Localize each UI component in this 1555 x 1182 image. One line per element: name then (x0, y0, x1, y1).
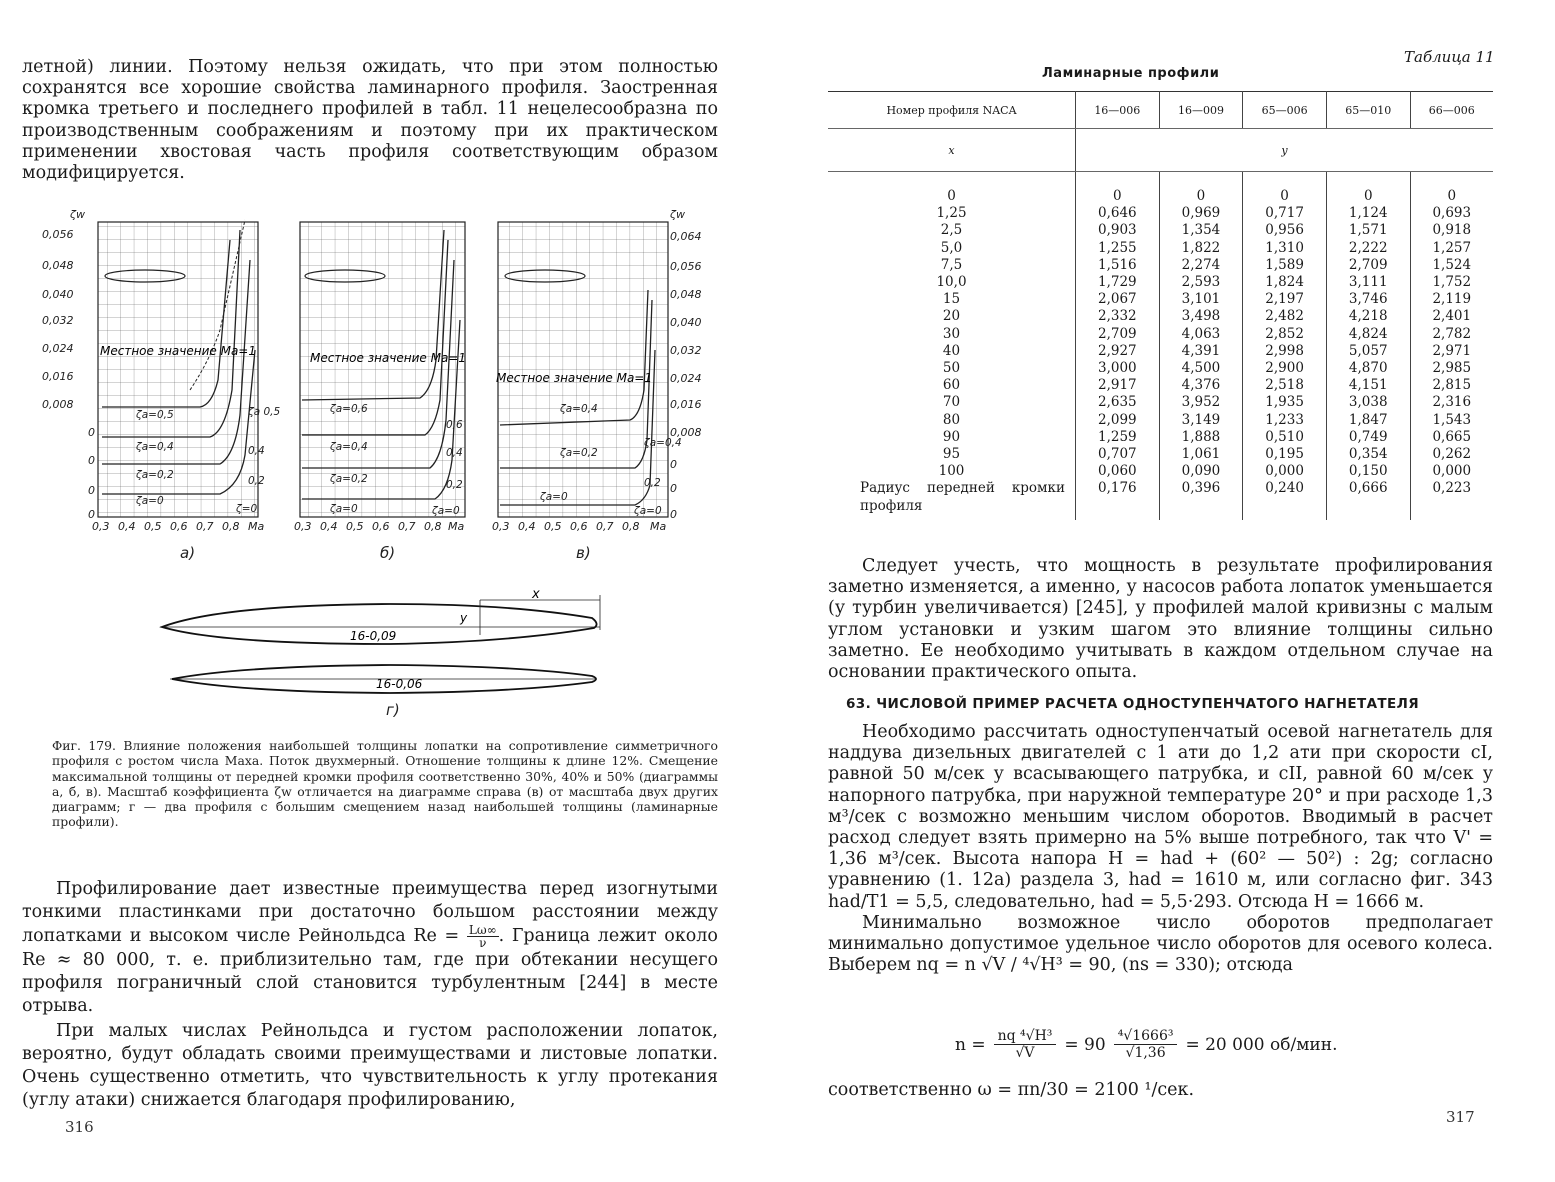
table-cell: 3,149 (1181, 411, 1221, 428)
x-value: 20 (942, 308, 961, 325)
table-cell: 0 (1113, 188, 1122, 204)
svg-text:0,6: 0,6 (372, 520, 390, 533)
top-paragraph: летной) линии. Поэтому нельзя ожидать, что при этом полностью сохранятся все хорошие свойства ламинарного профиля. Заостренная кромка третьего и последнего профилей в табл. 11 нецелесообразна по производственным соображениям и поэтому при их практическом применении хвостовая часть профиля соответствующим образом модифицируется. (22, 57, 718, 184)
table-cell: 2,099 (1097, 411, 1137, 428)
svg-text:0,032: 0,032 (670, 344, 702, 357)
table-cell: 0,956 (1265, 222, 1304, 239)
table-cell: 1,255 (1097, 239, 1137, 256)
svg-text:ζw: ζw (70, 208, 85, 221)
svg-text:Ma: Ma (248, 520, 265, 533)
table-cell: 0,150 (1348, 463, 1388, 480)
svg-text:0,6: 0,6 (170, 520, 188, 533)
table-cell: 4,824 (1348, 325, 1388, 342)
table-cell: 4,063 (1181, 325, 1221, 342)
profile-label-2: 16-0,06 (376, 677, 423, 691)
header-naca: Номер профиля NACA (828, 92, 1076, 129)
header-profile-1: 16—006 (1076, 92, 1160, 129)
svg-text:ζa=0,4: ζa=0,4 (644, 437, 682, 449)
header-profile-3: 65—006 (1243, 92, 1327, 129)
table-cell: 0,090 (1181, 463, 1221, 480)
table-cell: 2,593 (1181, 274, 1221, 291)
table-cell: 2,815 (1432, 377, 1472, 394)
svg-text:0,6: 0,6 (446, 419, 463, 431)
paragraph-effect: Следует учесть, что мощность в результате профилирования заметно изменяется, а именно, у насосов работа лопаток уменьшается (у турбин увеличивается) [245], у профилей малой кривизны с малым углом установки и узким шагом это влияние толщины сильно заметно. Ее необходимо учитывать в каждом отдельном случае на основании практического опыта. (828, 556, 1493, 683)
panel-b (300, 222, 466, 517)
page-number-left: 316 (65, 1118, 94, 1136)
header-profile-2: 16—009 (1159, 92, 1243, 129)
svg-text:0,5: 0,5 (144, 520, 162, 533)
table-cell: 0,717 (1265, 205, 1304, 222)
col-66-006: 0 0,693 0,918 1,257 1,524 1,752 2,119 2,401 2,782 2,971 2,985 2,815 2,316 1,543 0,665 0,262 0,000 0,223 (1410, 172, 1493, 520)
svg-text:0,7: 0,7 (596, 520, 614, 533)
svg-text:ζa=0: ζa=0 (432, 505, 460, 517)
svg-text:0,040: 0,040 (42, 288, 74, 301)
svg-text:0,8: 0,8 (424, 520, 442, 533)
dim-x: x (532, 587, 540, 602)
left-page (0, 0, 770, 1182)
svg-text:0,024: 0,024 (670, 372, 702, 385)
annotation-a: Местное значение Ma=1 (100, 344, 256, 358)
table-cell: 2,927 (1097, 342, 1137, 359)
svg-text:0,024: 0,024 (42, 342, 74, 355)
svg-text:ζa=0,6: ζa=0,6 (330, 403, 368, 415)
svg-text:0,4: 0,4 (248, 445, 265, 457)
svg-text:0,056: 0,056 (42, 228, 74, 241)
paragraph-2: Профилирование дает известные преимущества перед изогнутыми тонкими пластинками при достаточно большом расстоянии между лопатками и высоком числе Рейнольдса Re = $\frac{L\omega\infty}{\nu}$ . Граница лежит около Re ≈ 80 000, т. е. приблизительно там, где при обтекании несущего профиля пограничный слой становится турбулентным [244] в месте отрыва. При малых числах Рейнольдса и густом расположении лопаток, вероятно, будут обладать своими преимуществами и листовые лопатки. Очень существенно отметить, что чувствительность к углу протекания (углу атаки) снижается благодаря профилированию, (22, 879, 718, 1110)
table-cell: 0,000 (1265, 463, 1304, 480)
svg-text:0,7: 0,7 (196, 520, 214, 533)
figure-caption: Фиг. 179. Влияние положения наибольшей толщины лопатки на сопротивление симметричного профиля с ростом числа Маха. Поток двухмерный. Отношение толщины к длине 12%. Смещение максимальной толщины от передней кромки профиля соответственно 30%, 40% и 50% (диаграммы а, б, в). Масштаб коэффициента ζw отличается на диаграмме справа (в) от масштаба двух других диаграмм; г — два профиля с большим смещением назад наибольшей толщины (ламинарные профили). (52, 738, 718, 830)
x-label: x (828, 129, 1076, 172)
x-value: 100 (938, 463, 965, 480)
svg-text:0,2: 0,2 (644, 477, 661, 489)
table-title: Ламинарные профили (1042, 66, 1220, 81)
svg-text:0,5: 0,5 (346, 520, 364, 533)
table-cell: 4,870 (1348, 360, 1388, 377)
table-cell: 3,498 (1181, 308, 1221, 325)
annotation-b: Местное значение Ma=1 (310, 351, 466, 365)
svg-text:ζa=0,2: ζa=0,2 (136, 469, 174, 481)
table-cell: 2,709 (1348, 256, 1388, 273)
y-label: y (1076, 129, 1494, 172)
annotation-c: Местное значение Ma=1 (496, 371, 652, 385)
panel-label-d: г) (386, 701, 400, 719)
table-cell: 5,057 (1348, 342, 1388, 359)
table-cell: 2,274 (1181, 256, 1221, 273)
table-cell: 0,693 (1432, 205, 1472, 222)
svg-text:ζa=0: ζa=0 (330, 503, 358, 515)
x-value: 70 (942, 394, 961, 411)
table-cell: 3,000 (1097, 360, 1137, 377)
table-cell: 3,111 (1348, 274, 1388, 291)
svg-text:0,048: 0,048 (670, 288, 702, 301)
laminar-profiles-table (828, 91, 1493, 520)
table-cell: 0 (1447, 188, 1457, 204)
table-cell: 1,233 (1265, 411, 1304, 428)
x-value: 5,0 (940, 239, 963, 256)
table-cell: 1,935 (1265, 394, 1304, 411)
section-heading: 63. ЧИСЛОВОЙ ПРИМЕР РАСЧЕТА ОДНОСТУПЕНЧАТОГО НАГНЕТАТЕЛЯ (846, 696, 1420, 712)
table-cell: 0 (1196, 188, 1206, 204)
table-cell: 0,749 (1348, 428, 1388, 445)
table-cell: 3,746 (1348, 291, 1388, 308)
table-cell: 2,316 (1432, 394, 1472, 411)
table-cell: 1,543 (1432, 411, 1472, 428)
panel-a (98, 220, 258, 517)
table-cell: 2,197 (1265, 291, 1304, 308)
table-cell: 2,332 (1097, 308, 1137, 325)
table-cell: 0,646 (1097, 205, 1137, 222)
table-cell: 1,061 (1181, 446, 1221, 463)
col-65-006: 0 0,717 0,956 1,310 1,589 1,824 2,197 2,482 2,852 2,998 2,900 2,518 1,935 1,233 0,510 0,195 0,000 0,240 (1243, 172, 1327, 520)
table-cell: 1,354 (1181, 222, 1221, 239)
svg-text:0,4: 0,4 (118, 520, 136, 533)
table-cell: 0,060 (1097, 463, 1137, 480)
svg-text:0,4: 0,4 (518, 520, 536, 533)
svg-text:ζa=0,5: ζa=0,5 (136, 409, 174, 421)
panel-label-b: б) (380, 544, 396, 562)
svg-text:0: 0 (670, 458, 677, 471)
svg-text:ζa=0: ζa=0 (136, 495, 164, 507)
table-cell: 2,067 (1097, 291, 1137, 308)
header-profile-5: 66—006 (1410, 92, 1493, 129)
table-cell: 3,101 (1181, 291, 1221, 308)
col-16-006: 0 0,646 0,903 1,255 1,516 1,729 2,067 2,332 2,709 2,927 3,000 2,917 2,635 2,099 1,259 0,707 0,060 0,176 (1076, 172, 1160, 520)
table-cell: 1,124 (1348, 205, 1388, 222)
table-cell: 2,222 (1348, 239, 1388, 256)
x-value: 10,0 (936, 274, 967, 291)
x-value: 40 (942, 342, 961, 359)
x-value: 2,5 (940, 222, 963, 239)
table-cell: 4,376 (1181, 377, 1221, 394)
svg-text:0: 0 (88, 508, 95, 521)
svg-text:0,008: 0,008 (670, 426, 702, 439)
table-cell: 1,888 (1181, 428, 1221, 445)
table-cell: 1,752 (1432, 274, 1472, 291)
svg-text:0: 0 (88, 426, 95, 439)
paragraph-problem: Необходимо рассчитать одноступенчатый осевой нагнетатель для наддува дизельных двигателей с 1 ати до 1,2 ати при скорости cI, равной 50 м/сек у всасывающего патрубка, и cII, равной 60 м/сек у напорного патрубка, при наружной температуре 20° и при расходе 1,3 м³/сек с возможно меньшим числом оборотов. Вводимый в расчет расход следует взять примерно на 5% выше потребного, так что V' = 1,36 м³/сек. Высота напора H = had + (60² — 50²) : 2g; согласно уравнению (1. 12а) раздела 3, had = 1610 м, или согласно фиг. 343 had/T1 = 5,5, следовательно, had = 5,5·293. Отсюда H = 1666 м. Минимально возможное число оборотов предполагает минимально допустимое удельное число оборотов для осевого колеса. Выберем nq = n √V / ⁴√H³ = 90, (ns = 330); отсюда (828, 722, 1493, 976)
svg-text:ζw: ζw (670, 208, 685, 221)
table-cell: 0,000 (1432, 463, 1472, 480)
table-cell: 3,038 (1348, 394, 1388, 411)
svg-text:0,3: 0,3 (492, 520, 510, 533)
table-cell: 3,952 (1181, 394, 1221, 411)
table-cell: 2,518 (1265, 377, 1304, 394)
profile-label-1: 16-0,09 (350, 629, 397, 643)
svg-text:0,056: 0,056 (670, 260, 702, 273)
table-cell: 1,847 (1348, 411, 1388, 428)
table-cell: 2,709 (1097, 325, 1137, 342)
table-cell: 2,985 (1432, 360, 1472, 377)
x-value: 15 (942, 291, 961, 308)
svg-text:0,4: 0,4 (446, 447, 463, 459)
col-16-009: 0 0,969 1,354 1,822 2,274 2,593 3,101 3,498 4,063 4,391 4,500 4,376 3,952 3,149 1,888 1,061 0,090 0,396 (1159, 172, 1243, 520)
table-cell: 4,218 (1348, 308, 1388, 325)
svg-text:0,3: 0,3 (294, 520, 312, 533)
table-cell: 1,524 (1432, 256, 1472, 273)
table-cell: 1,824 (1265, 274, 1304, 291)
table-cell: 0 (1363, 188, 1373, 204)
svg-text:ζa=0,4: ζa=0,4 (330, 441, 368, 453)
table-cell: 0,707 (1097, 446, 1137, 463)
table-cell: 0,195 (1265, 446, 1304, 463)
table-cell: 1,571 (1348, 222, 1388, 239)
svg-text:0,7: 0,7 (398, 520, 416, 533)
x-value: 1,25 (936, 205, 967, 222)
x-value: 7,5 (940, 256, 963, 273)
table-cell: 0,918 (1432, 222, 1472, 239)
table-cell: 0 (1280, 188, 1289, 204)
svg-text:0,2: 0,2 (248, 475, 265, 487)
svg-text:0,016: 0,016 (670, 398, 702, 411)
table-cell: 1,259 (1097, 428, 1137, 445)
table-cell: 2,900 (1265, 360, 1304, 377)
svg-text:0: 0 (670, 482, 677, 495)
table-cell: 1,729 (1097, 274, 1137, 291)
table-cell: 2,482 (1265, 308, 1304, 325)
svg-text:ζa=0,4: ζa=0,4 (560, 403, 598, 415)
x-values-cell (828, 172, 1076, 520)
table-cell: 1,822 (1181, 239, 1221, 256)
table-cell: 4,500 (1181, 360, 1221, 377)
svg-text:0,8: 0,8 (222, 520, 240, 533)
svg-text:ζ=0: ζ=0 (236, 503, 258, 515)
header-profile-4: 65—010 (1326, 92, 1410, 129)
figure-179 (40, 200, 760, 740)
table-cell: 1,257 (1432, 239, 1472, 256)
svg-text:ζa=0,2: ζa=0,2 (330, 473, 368, 485)
x-value: 60 (942, 377, 961, 394)
x-value: 80 (942, 411, 961, 428)
svg-text:0,032: 0,032 (42, 314, 74, 327)
svg-text:0,6: 0,6 (570, 520, 588, 533)
right-page (790, 0, 1555, 1182)
table-cell: 2,971 (1432, 342, 1472, 359)
svg-text:0,040: 0,040 (670, 316, 702, 329)
svg-text:0,4: 0,4 (320, 520, 338, 533)
table-cell: 2,401 (1432, 308, 1472, 325)
table-cell: 2,852 (1265, 325, 1304, 342)
table-cell: 2,782 (1432, 325, 1472, 342)
svg-text:0,8: 0,8 (622, 520, 640, 533)
x-value: 50 (942, 360, 961, 377)
table-cell: 4,391 (1181, 342, 1221, 359)
svg-text:0: 0 (88, 454, 95, 467)
x-value: 30 (942, 325, 961, 342)
table-cell: 2,119 (1432, 291, 1472, 308)
svg-text:ζa=0: ζa=0 (634, 505, 662, 517)
page-number-right: 317 (1446, 1108, 1475, 1126)
svg-text:0,064: 0,064 (670, 230, 702, 243)
laminar-profiles (160, 587, 600, 693)
svg-text:ζa=0: ζa=0 (540, 491, 568, 503)
svg-text:ζa=0,4: ζa=0,4 (136, 441, 174, 453)
formula-n: n = $\frac{\text{nq ⁴√H³}}{√V}$ = 90 $\frac{\text{⁴√1666³}}{√1,36}$ = 20 000 об/мин. (955, 1028, 1338, 1061)
last-line: соответственно ω = πn/30 = 2100 ¹/сек. (828, 1080, 1195, 1100)
radius-label: Радиус передней кромки профиля (860, 480, 1065, 514)
svg-text:0,2: 0,2 (446, 479, 463, 491)
table-label: Таблица 11 (1404, 48, 1495, 66)
table-cell: 2,917 (1097, 377, 1137, 394)
table-cell: 0,510 (1265, 428, 1304, 445)
x-value: 95 (942, 446, 961, 463)
x-value: 0 (947, 188, 956, 204)
svg-text:0,008: 0,008 (42, 398, 74, 411)
dim-y: y (460, 611, 468, 625)
table-cell: 1,589 (1265, 256, 1304, 273)
svg-text:Ma: Ma (448, 520, 465, 533)
table-cell: 4,151 (1348, 377, 1388, 394)
panel-label-a: а) (180, 544, 196, 562)
panel-label-c: в) (576, 544, 591, 562)
col-65-010: 0 1,124 1,571 2,222 2,709 3,111 3,746 4,218 4,824 5,057 4,870 4,151 3,038 1,847 0,749 0,354 0,150 0,666 (1326, 172, 1410, 520)
table-cell: 0,665 (1432, 428, 1472, 445)
svg-text:Ma: Ma (650, 520, 667, 533)
table-cell: 0,969 (1181, 205, 1221, 222)
table-cell: 2,998 (1265, 342, 1304, 359)
panel-c (496, 222, 668, 517)
svg-text:0,5: 0,5 (544, 520, 562, 533)
svg-text:0,016: 0,016 (42, 370, 74, 383)
table-cell: 0,262 (1432, 446, 1472, 463)
table-cell: 0,903 (1097, 222, 1137, 239)
table-cell: 1,516 (1097, 256, 1137, 273)
svg-text:0: 0 (88, 484, 95, 497)
table-cell: 1,310 (1265, 239, 1304, 256)
x-value: 90 (942, 428, 961, 445)
table-cell: 0,354 (1348, 446, 1388, 463)
svg-text:ζa=0,2: ζa=0,2 (560, 447, 598, 459)
table-cell: 2,635 (1097, 394, 1137, 411)
svg-text:0,3: 0,3 (92, 520, 110, 533)
svg-text:0: 0 (670, 508, 677, 521)
svg-text:0,048: 0,048 (42, 259, 74, 272)
svg-text:ζa 0,5: ζa 0,5 (248, 406, 281, 418)
